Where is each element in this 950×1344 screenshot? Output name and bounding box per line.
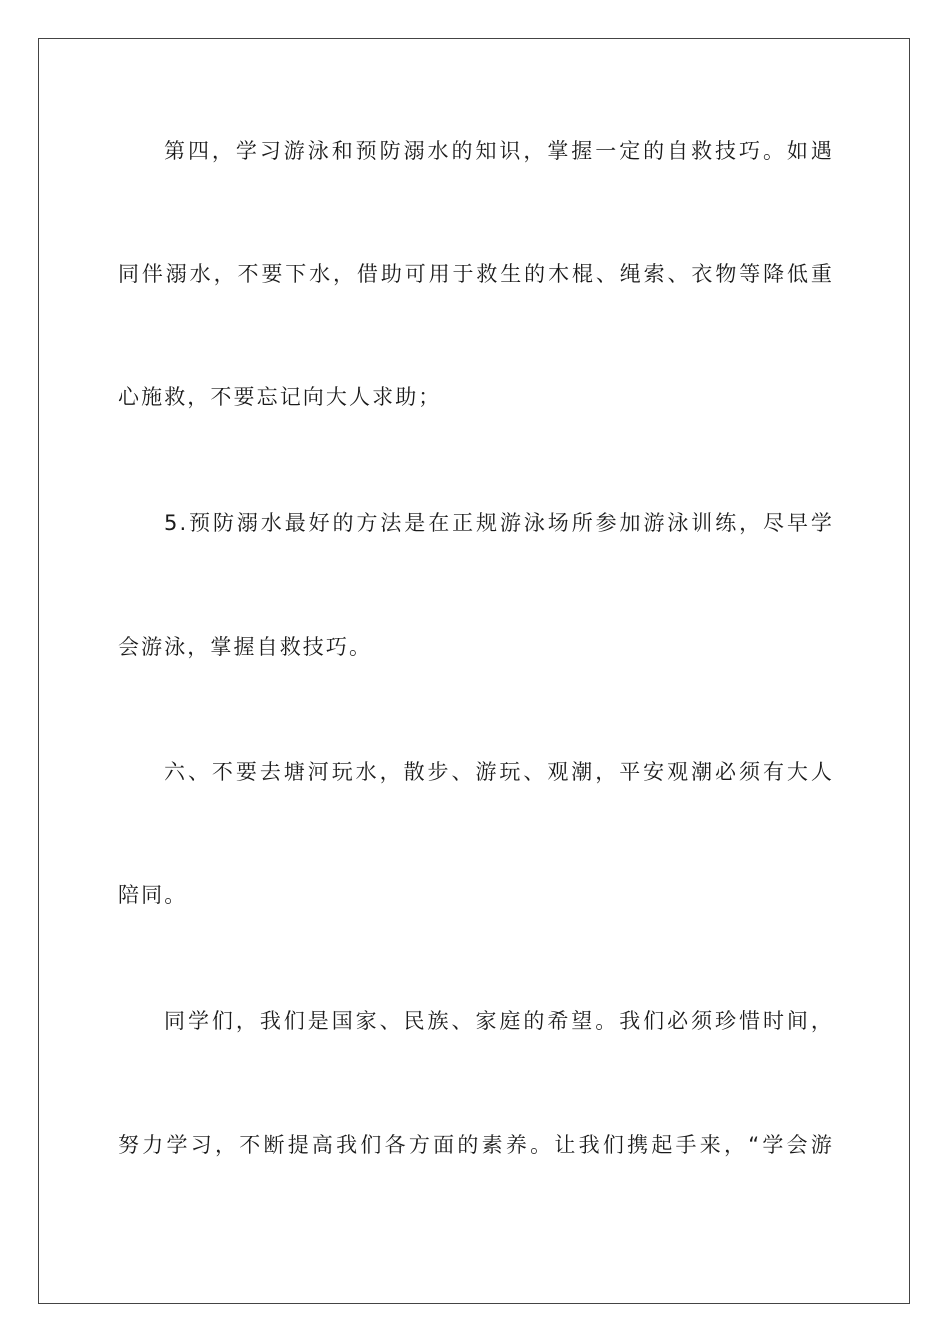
- paragraph-4-line-2: 努力学习，不断提高我们各方面的素养。让我们携起手来，“学会游: [118, 1133, 834, 1157]
- paragraph-4-line-1: 同学们，我们是国家、民族、家庭的希望。我们必须珍惜时间，: [164, 1009, 834, 1033]
- paragraph-1-line-3: 心施救，不要忘记向大人求助；: [118, 385, 442, 409]
- paragraph-3-line-1: 六、不要去塘河玩水，散步、游玩、观潮，平安观潮必须有大人: [164, 760, 834, 784]
- paragraph-2-line-2: 会游泳，掌握自救技巧。: [118, 635, 373, 659]
- page-frame: [38, 38, 910, 1304]
- paragraph-1-line-1: 第四，学习游泳和预防溺水的知识，掌握一定的自救技巧。如遇: [164, 139, 834, 163]
- paragraph-1-line-2: 同伴溺水，不要下水，借助可用于救生的木棍、绳索、衣物等降低重: [118, 262, 834, 286]
- paragraph-2-line-1: 5.预防溺水最好的方法是在正规游泳场所参加游泳训练，尽早学: [164, 511, 834, 535]
- paragraph-3-line-2: 陪同。: [118, 883, 188, 907]
